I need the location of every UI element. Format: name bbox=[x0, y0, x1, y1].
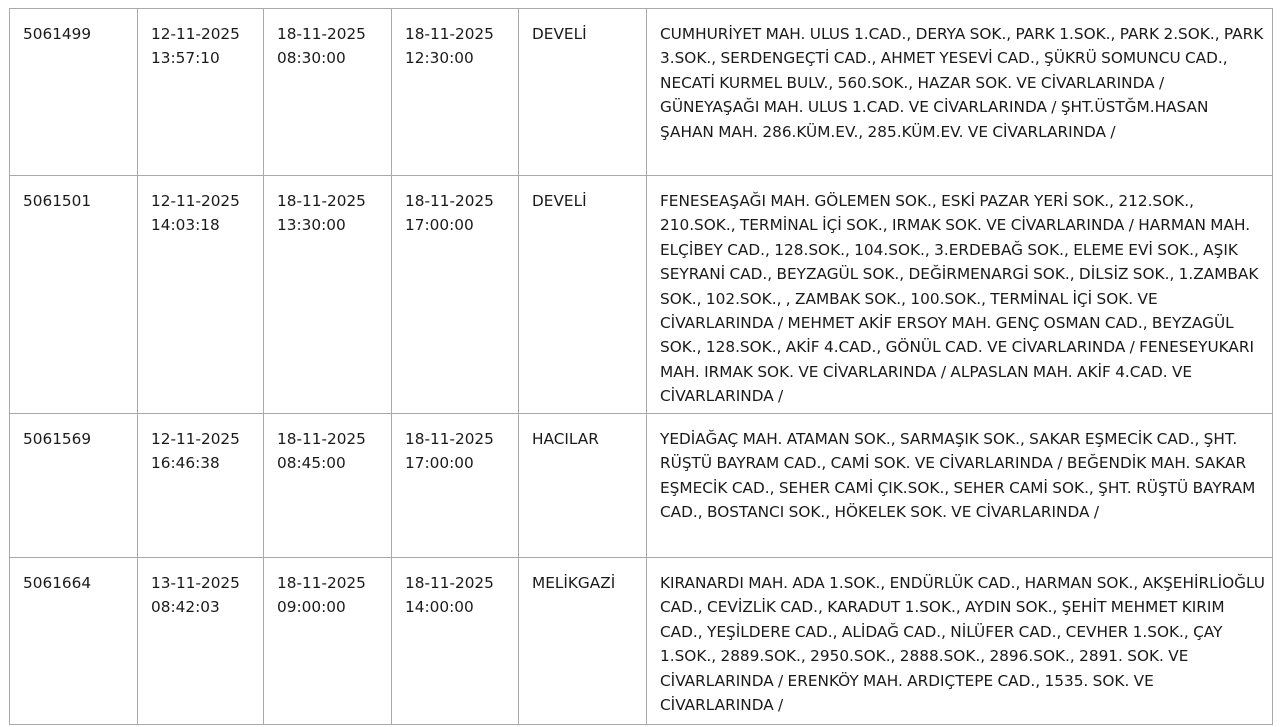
end-date: 18-11-2025 bbox=[405, 430, 494, 448]
address-cell: KIRANARDI MAH. ADA 1.SOK., ENDÜRLÜK CAD., HARMAN SOK., AKŞEHİRLİOĞLU CAD., CEVİZLİK CAD., KARADUT 1.SOK., AYDIN SOK., ŞEHİT MEHMET KIRIM CAD., YEŞİLDERE CAD., ALİDAĞ CAD., NİLÜFER CAD., CEVHER 1.SOK., ÇAY 1.SOK., 2889.SOK., 2950.SOK., 2888.SOK., 2896.SOK., 2891. SOK. VE CİVARLARINDA / ERENKÖY MAH. ARDIÇTEPE CAD., 1535. SOK. VE CİVARLARINDA / bbox=[647, 558, 1273, 725]
created-date: 13-11-2025 bbox=[151, 574, 240, 592]
start-datetime-cell bbox=[264, 9, 392, 176]
district-cell: HACILAR bbox=[519, 414, 647, 558]
created-time: 14:03:18 bbox=[151, 216, 220, 235]
start-date: 18-11-2025 bbox=[277, 430, 366, 448]
start-date: 18-11-2025 bbox=[277, 192, 366, 210]
start-date: 18-11-2025 bbox=[277, 574, 366, 592]
end-datetime-cell bbox=[392, 9, 519, 176]
start-time: 09:00:00 bbox=[277, 598, 346, 617]
outage-id-cell: 5061501 bbox=[10, 176, 138, 414]
created-time: 08:42:03 bbox=[151, 598, 220, 617]
outage-id-cell: 5061664 bbox=[10, 558, 138, 725]
outage-id-cell: 5061569 bbox=[10, 414, 138, 558]
table-row bbox=[10, 414, 1273, 558]
table-row bbox=[10, 9, 1273, 176]
start-datetime-cell bbox=[264, 414, 392, 558]
district-cell: MELİKGAZİ bbox=[519, 558, 647, 725]
start-date: 18-11-2025 bbox=[277, 25, 366, 43]
start-time: 13:30:00 bbox=[277, 216, 346, 235]
end-date: 18-11-2025 bbox=[405, 25, 494, 43]
end-time: 12:30:00 bbox=[405, 49, 474, 68]
start-time: 08:30:00 bbox=[277, 49, 346, 68]
end-datetime-cell bbox=[392, 558, 519, 725]
address-cell: FENESEAŞAĞI MAH. GÖLEMEN SOK., ESKİ PAZAR YERİ SOK., 212.SOK., 210.SOK., TERMİNAL İÇİ SOK., IRMAK SOK. VE CİVARLARINDA / HARMAN MAH. ELÇİBEY CAD., 128.SOK., 104.SOK., 3.ERDEBAĞ SOK., ELEME EVİ SOK., AŞIK SEYRANİ CAD., BEYZAGÜL SOK., DEĞİRMENARGİ SOK., DİLSİZ SOK., 1.ZAMBAK SOK., 102.SOK., , ZAMBAK SOK., 100.SOK., TERMİNAL İÇİ SOK. VE CİVARLARINDA / MEHMET AKİF ERSOY MAH. GENÇ OSMAN CAD., BEYZAGÜL SOK., 128.SOK., AKİF 4.CAD., GÖNÜL CAD. VE CİVARLARINDA / FENESEYUKARI MAH. IRMAK SOK. VE CİVARLARINDA / ALPASLAN MAH. AKİF 4.CAD. VE CİVARLARINDA / bbox=[647, 176, 1273, 414]
end-datetime-cell bbox=[392, 176, 519, 414]
outage-table bbox=[9, 8, 1273, 725]
district-cell: DEVELİ bbox=[519, 176, 647, 414]
created-date: 12-11-2025 bbox=[151, 430, 240, 448]
end-datetime-cell bbox=[392, 414, 519, 558]
created-datetime-cell bbox=[138, 558, 264, 725]
end-time: 17:00:00 bbox=[405, 216, 474, 235]
created-time: 13:57:10 bbox=[151, 49, 220, 68]
created-date: 12-11-2025 bbox=[151, 192, 240, 210]
district-cell: DEVELİ bbox=[519, 9, 647, 176]
table-row bbox=[10, 558, 1273, 725]
address-cell: YEDİAĞAÇ MAH. ATAMAN SOK., SARMAŞIK SOK., SAKAR EŞMECİK CAD., ŞHT. RÜŞTÜ BAYRAM CAD., CAMİ SOK. VE CİVARLARINDA / BEĞENDİK MAH. SAKAR EŞMECİK CAD., SEHER CAMİ ÇIK.SOK., SEHER CAMİ SOK., ŞHT. RÜŞTÜ BAYRAM CAD., BOSTANCI SOK., HÖKELEK SOK. VE CİVARLARINDA / bbox=[647, 414, 1273, 558]
created-time: 16:46:38 bbox=[151, 454, 220, 473]
end-date: 18-11-2025 bbox=[405, 192, 494, 210]
address-cell: CUMHURİYET MAH. ULUS 1.CAD., DERYA SOK., PARK 1.SOK., PARK 2.SOK., PARK 3.SOK., SERDENGEÇTİ CAD., AHMET YESEVİ CAD., ŞÜKRÜ SOMUNCU CAD., NECATİ KURMEL BULV., 560.SOK., HAZAR SOK. VE CİVARLARINDA / GÜNEYAŞAĞI MAH. ULUS 1.CAD. VE CİVARLARINDA / ŞHT.ÜSTĞM.HASAN ŞAHAN MAH. 286.KÜM.EV., 285.KÜM.EV. VE CİVARLARINDA / bbox=[647, 9, 1273, 176]
start-time: 08:45:00 bbox=[277, 454, 346, 473]
end-date: 18-11-2025 bbox=[405, 574, 494, 592]
end-time: 17:00:00 bbox=[405, 454, 474, 473]
outage-id-cell: 5061499 bbox=[10, 9, 138, 176]
start-datetime-cell bbox=[264, 176, 392, 414]
created-datetime-cell bbox=[138, 176, 264, 414]
start-datetime-cell bbox=[264, 558, 392, 725]
created-datetime-cell bbox=[138, 414, 264, 558]
end-time: 14:00:00 bbox=[405, 598, 474, 617]
table-row bbox=[10, 176, 1273, 414]
created-date: 12-11-2025 bbox=[151, 25, 240, 43]
created-datetime-cell bbox=[138, 9, 264, 176]
